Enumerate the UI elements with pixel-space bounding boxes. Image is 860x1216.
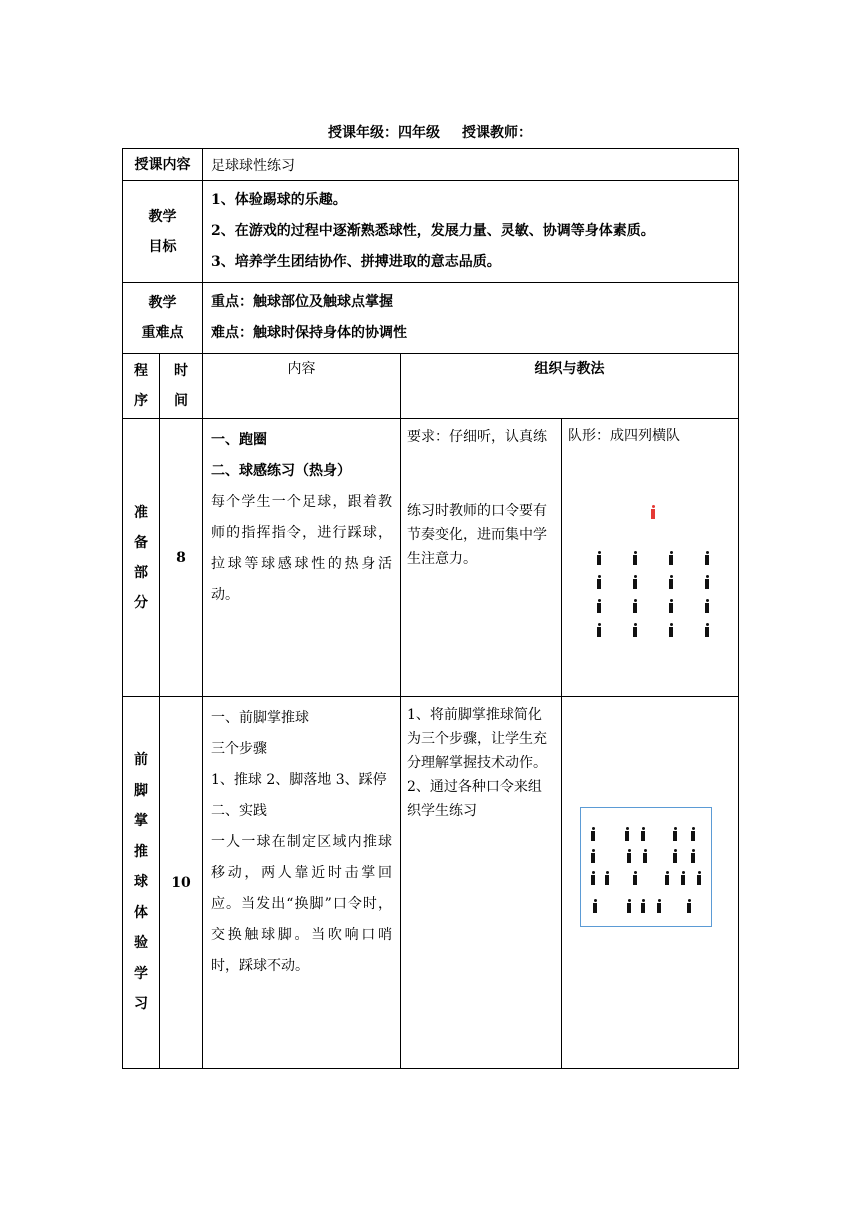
student-figure-icon (596, 551, 602, 565)
section-method: 要求：仔细听，认真练 练习时教师的口令要有节奏变化，进而集中学生注意力。 (401, 419, 562, 697)
student-figure-icon (590, 827, 596, 841)
student-figure-icon (624, 827, 630, 841)
student-figure-icon (596, 623, 602, 637)
goals-list (203, 181, 739, 283)
student-figure-icon (596, 575, 602, 589)
section-row (123, 419, 739, 697)
time-header: 时 间 (160, 354, 203, 419)
student-figure-icon (704, 599, 710, 613)
student-figure-icon (626, 899, 632, 913)
student-figure-icon (704, 575, 710, 589)
section-method: 1、将前脚掌推球简化为三个步骤，让学生充分理解掌握技术动作。 2、通过各种口令来组织学生练习 (401, 697, 562, 1069)
section-row (123, 697, 739, 1069)
student-figure-icon (704, 623, 710, 637)
lesson-plan-table (122, 148, 739, 1069)
student-figure-icon (642, 849, 648, 863)
goal-item: 1、体验踢球的乐趣。 (211, 192, 347, 208)
student-figure-icon (590, 871, 596, 885)
key-row (123, 283, 739, 354)
student-figure-icon (592, 899, 598, 913)
formation-label: 队形：成四列横队 (568, 428, 680, 444)
time-value: 8 (160, 419, 203, 697)
teacher-label: 授课教师： (462, 125, 532, 141)
goals-row (123, 181, 739, 283)
student-figure-icon (696, 871, 702, 885)
grade-label: 授课年级：四年级 (328, 125, 440, 141)
student-figure-icon (640, 899, 646, 913)
student-figure-icon (690, 827, 696, 841)
key-point: 重点：触球部位及触球点掌握 (211, 294, 393, 310)
teacher-figure-icon (650, 505, 656, 519)
key-label: 教学 重难点 (123, 283, 203, 354)
practice-area-box (580, 807, 712, 927)
student-figure-icon (672, 827, 678, 841)
goal-item: 2、在游戏的过程中逐渐熟悉球性，发展力量、灵敏、协调等身体素质。 (211, 223, 655, 239)
column-header-row (123, 354, 739, 419)
student-figure-icon (632, 551, 638, 565)
practice-diagram (562, 697, 739, 1069)
student-figure-icon (640, 827, 646, 841)
student-figure-icon (668, 551, 674, 565)
content-value: 足球球性练习 (203, 149, 739, 181)
student-figure-icon (604, 871, 610, 885)
student-figure-icon (668, 575, 674, 589)
key-points (203, 283, 739, 354)
student-figure-icon (664, 871, 670, 885)
content-header: 内容 (203, 354, 401, 419)
student-figure-icon (632, 871, 638, 885)
stage-label: 前 脚 掌 推 球 体 验 学 习 (123, 697, 160, 1069)
stage-label: 准 备 部 分 (123, 419, 160, 697)
student-figure-icon (656, 899, 662, 913)
student-figure-icon (668, 599, 674, 613)
formation-diagram (562, 419, 739, 697)
student-figure-icon (632, 575, 638, 589)
goal-item: 3、培养学生团结协作、拼搏进取的意志品质。 (211, 254, 501, 270)
student-figure-icon (596, 599, 602, 613)
student-figure-icon (704, 551, 710, 565)
key-point: 难点：触球时保持身体的协调性 (211, 325, 407, 341)
content-row (123, 149, 739, 181)
student-figure-icon (680, 871, 686, 885)
section-content: 一、前脚掌推球 三个步骤 1、推球 2、脚落地 3、踩停 二、实践 一人一球在制定区域内推球移动，两人靠近时击掌回应。当发出“换脚”口令时，交换触球脚。当吹响口哨时，踩球不动。 (203, 697, 401, 1069)
student-figure-icon (672, 849, 678, 863)
student-figure-icon (668, 623, 674, 637)
stage-header: 程 序 (123, 354, 160, 419)
page-header (0, 122, 860, 142)
goals-label: 教学 目标 (123, 181, 203, 283)
student-figure-icon (632, 599, 638, 613)
content-label: 授课内容 (123, 149, 203, 181)
org-header: 组织与教法 (401, 354, 739, 419)
section-content: 一、跑圈 二、球感练习（热身） 每个学生一个足球，跟着教师的指挥指令，进行踩球，拉球等球感球性的热身活动。 (203, 419, 401, 697)
student-figure-icon (686, 899, 692, 913)
time-value: 10 (160, 697, 203, 1069)
student-figure-icon (626, 849, 632, 863)
student-figure-icon (632, 623, 638, 637)
student-figure-icon (690, 849, 696, 863)
student-figure-icon (590, 849, 596, 863)
